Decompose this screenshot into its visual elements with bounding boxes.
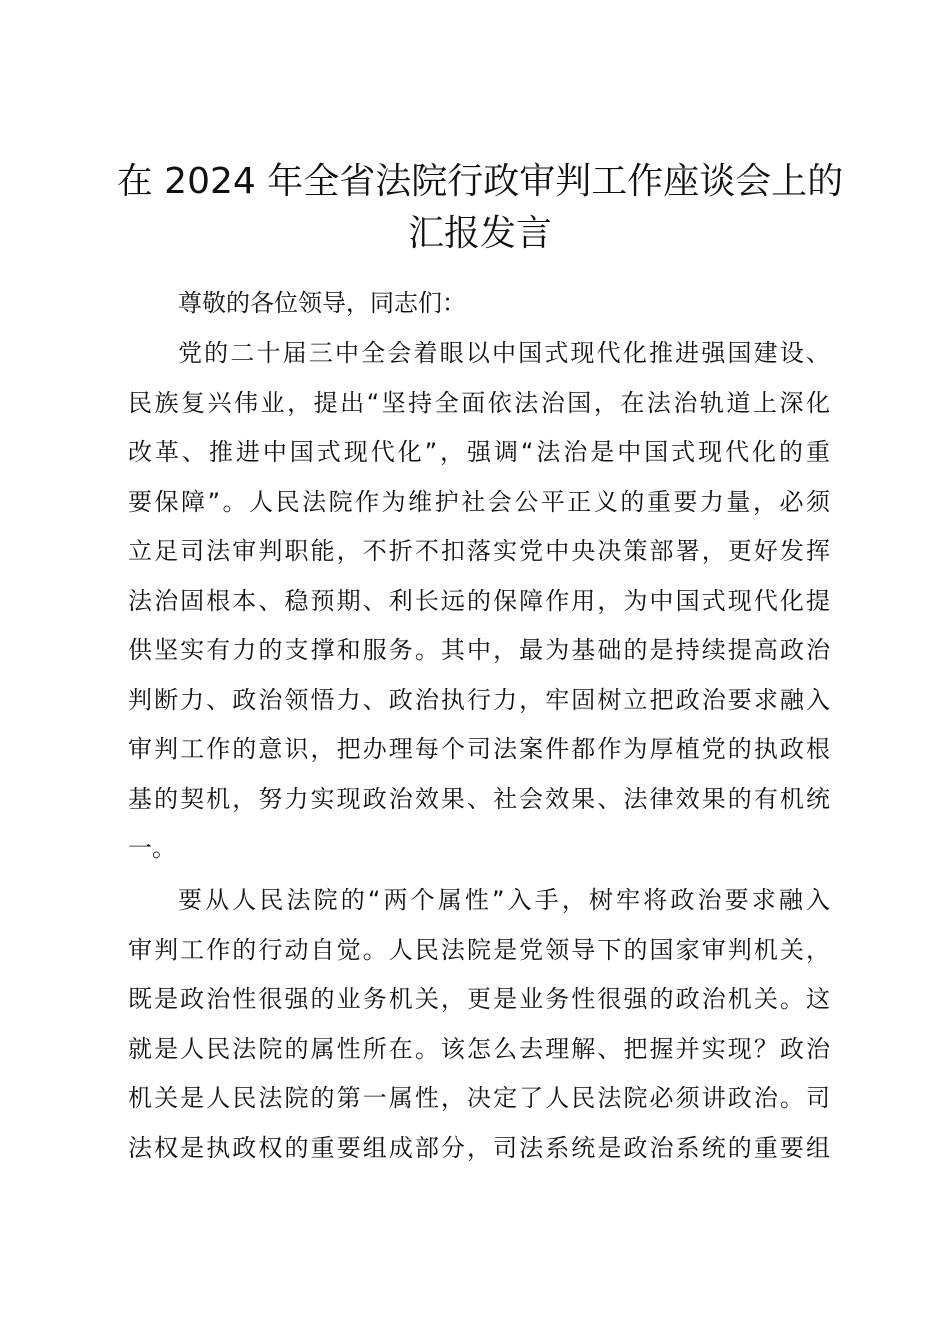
paragraph-line: 机关是人民法院的第一属性，决定了人民法院必须讲政治。司	[128, 1084, 830, 1112]
paragraph-line: 既是政治性很强的业务机关，更是业务性很强的政治机关。这	[128, 985, 830, 1013]
document-title	[110, 156, 850, 260]
paragraph-line: 就是人民法院的属性所在。该怎么去理解、把握并实现？政治	[128, 1034, 830, 1063]
paragraph-line: 判断力、政治领悟力、政治执行力，牢固树立把政治要求融入	[128, 685, 830, 714]
salutation-text: 尊敬的各位领导，同志们：	[178, 289, 466, 317]
paragraph-line: 要从人民法院的“两个属性”入手，树牢将政治要求融入	[178, 886, 830, 914]
paragraph-line: 立足司法审判职能，不折不扣落实党中央决策部署，更好发挥	[128, 537, 830, 565]
paragraph-line: 审判工作的意识，把办理每个司法案件都作为厚植党的执政根	[128, 735, 830, 763]
title-line: 汇报发言	[407, 213, 552, 254]
paragraph-line: 一。	[128, 834, 176, 862]
paragraph-2	[128, 876, 830, 1173]
paragraph-line: 民族复兴伟业，提出“坚持全面依法治国，在法治轨道上深化	[128, 388, 830, 417]
salutation	[128, 279, 830, 329]
paragraph-line: 党的二十届三中全会着眼以中国式现代化推进强国建设、	[178, 339, 830, 367]
paragraph-line: 法权是执政权的重要组成部分，司法系统是政治系统的重要组	[128, 1133, 830, 1162]
paragraph-line: 改革、推进中国式现代化”，强调“法治是中国式现代化的重	[128, 438, 830, 466]
title-line: 在 2024 年全省法院行政审判工作座谈会上的	[116, 161, 844, 202]
paragraph-1	[128, 329, 830, 874]
paragraph-line: 基的契机，努力实现政治效果、社会效果、法律效果的有机统	[128, 784, 830, 813]
paragraph-line: 法治固根本、稳预期、利长远的保障作用，为中国式现代化提	[128, 586, 830, 615]
paragraph-line: 要保障”。人民法院作为维护社会公平正义的重要力量，必须	[128, 487, 830, 516]
paragraph-line: 供坚实有力的支撑和服务。其中，最为基础的是持续提高政治	[128, 636, 830, 664]
paragraph-line: 审判工作的行动自觉。人民法院是党领导下的国家审判机关，	[128, 935, 830, 964]
